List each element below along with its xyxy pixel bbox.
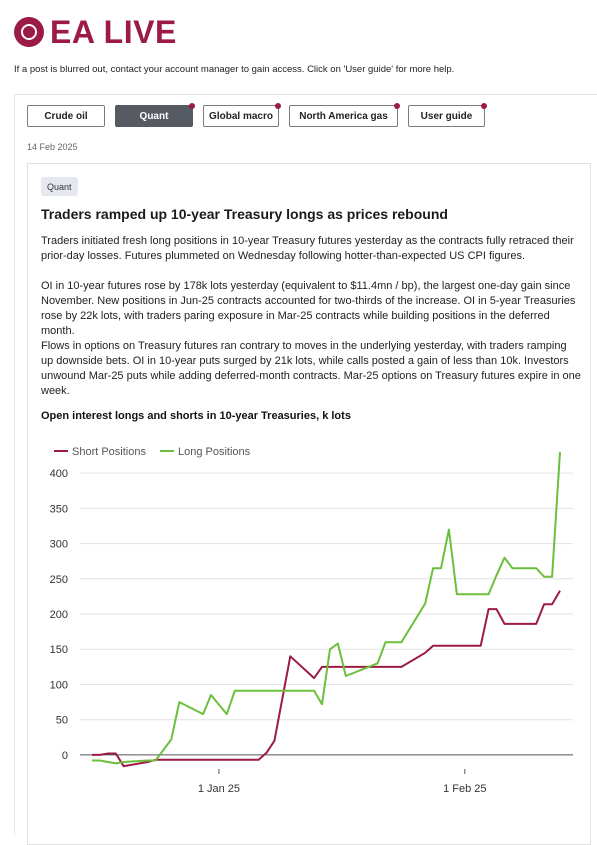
new-content-dot-icon	[189, 103, 195, 109]
y-tick-label: 50	[55, 714, 68, 727]
post-paragraph-2: OI in 10-year futures rose by 178k lots yesterday (equivalent to $11.4mn / bp), the largest one-day gain since November. New positions in Jun-25 contracts accounted for two-thirds of the increase. OI in 5-year Treasuries rose by 22k lots, with traders paring exposure in Mar-25 contracts while building positions in the deferred month.	[41, 280, 576, 337]
tab-global-macro[interactable]	[203, 105, 279, 127]
tab-label: Quant	[139, 110, 169, 122]
y-tick-label: 100	[49, 679, 68, 692]
access-notice: If a post is blurred out, contact your account manager to gain access. Click on 'User guide' for more help.	[14, 64, 455, 75]
tab-user-guide[interactable]	[408, 105, 485, 127]
chart-y-axis	[50, 468, 68, 762]
post-paragraph-1: Traders initiated fresh long positions in 10-year Treasury futures yesterday as the contracts fully retraced their prior-day losses. Futures plummeted on Wednesday following hotter-than-expected US CPI figures.	[41, 235, 574, 262]
tab-quant[interactable]	[115, 105, 193, 127]
tab-label: Global macro	[209, 110, 273, 122]
y-tick-label: 400	[49, 468, 68, 481]
y-tick-label: 350	[49, 503, 68, 516]
ea-logo-icon	[14, 17, 44, 47]
tab-north-america-gas[interactable]	[289, 105, 398, 127]
y-tick-label: 300	[49, 538, 68, 551]
x-tick-label: 1 Feb 25	[443, 783, 487, 795]
tab-crude-oil[interactable]	[27, 105, 105, 127]
tab-label: Crude oil	[44, 110, 88, 122]
y-tick-label: 0	[61, 749, 68, 762]
tab-label: User guide	[420, 110, 473, 122]
chart-series	[92, 452, 560, 766]
brand-header	[14, 14, 177, 50]
new-content-dot-icon	[394, 103, 400, 109]
long-positions-line	[92, 452, 560, 763]
post-tag-badge[interactable]: Quant	[41, 177, 78, 196]
new-content-dot-icon	[481, 103, 487, 109]
y-tick-label: 200	[49, 609, 68, 622]
category-tabs	[27, 105, 495, 127]
tab-label: North America gas	[299, 110, 388, 122]
brand-title: EA LIVE	[50, 14, 177, 50]
post-paragraph-3: Flows in options on Treasury futures ran contrary to moves in the underlying yesterday, with traders ramping up downside bets. OI in 10-year puts surged by 21k lots, while calls posted a gain of less than 10k. Investors unwound Mar-25 puts while adding deferred-month contracts. Mar-25 options on Treasury futures expire in one week.	[41, 340, 581, 397]
post-title[interactable]: Traders ramped up 10-year Treasury longs as prices rebound	[41, 206, 448, 222]
legend-label: Short Positions	[72, 446, 146, 458]
feed-date: 14 Feb 2025	[27, 142, 78, 152]
feed-panel	[14, 94, 597, 835]
chart-legend	[54, 446, 251, 458]
open-interest-line-chart	[28, 164, 590, 844]
y-tick-label: 250	[49, 573, 68, 586]
chart-title: Open interest longs and shorts in 10-year Treasuries, k lots	[41, 410, 351, 422]
post-card[interactable]	[27, 163, 591, 845]
new-content-dot-icon	[275, 103, 281, 109]
x-tick-label: 1 Jan 25	[197, 783, 241, 795]
chart-x-axis	[198, 769, 487, 795]
y-tick-label: 150	[49, 644, 68, 657]
legend-label: Long Positions	[178, 446, 251, 458]
